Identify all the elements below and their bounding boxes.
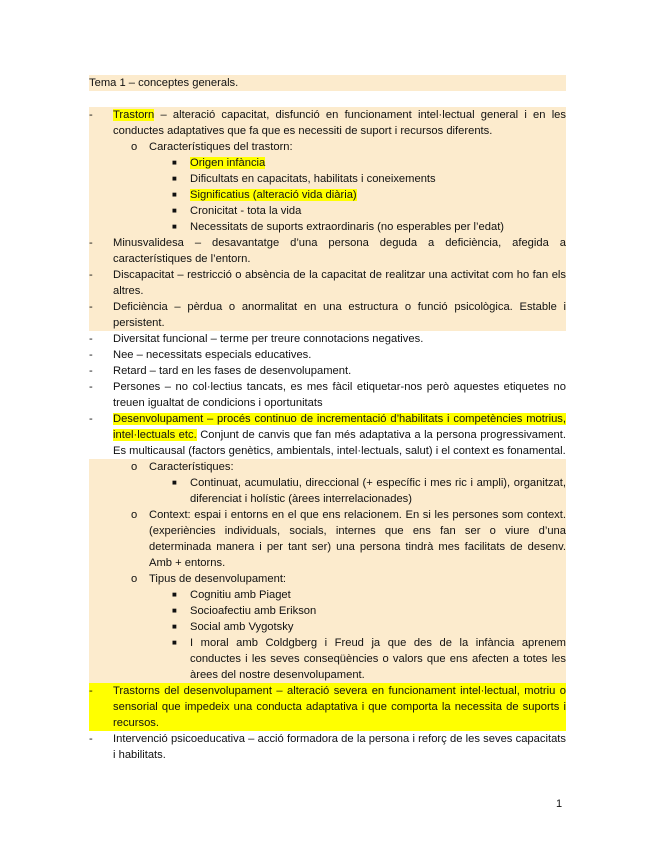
list-item-deficiencia: - Deficiència – pèrdua o anormalitat en una estructura o funció psicològica. Estable i persistent. — [89, 301, 566, 329]
def-trastorn: – alteració capacitat, disfunció en funcionament intel·lectual general i en les conductes adaptatives que fa que es necessiti de suport i recursos diferents. — [113, 109, 566, 137]
list-item: ■ Origen infància — [172, 157, 266, 169]
list-item: ■ Dificultats en capacitats, habilitats i coneixements — [172, 173, 436, 185]
dash-marker: - — [89, 413, 93, 425]
list-item-persones: - Persones – no col·lectius tancats, es mes fàcil etiquetar-nos però aquestes etiquetes no treuen igualtat de condicions i oportunitats — [89, 381, 566, 409]
list-item-trastorns-desenvolupament: - Trastorns del desenvolupament – alteració severa en funcionament intel·lectual, motriu o sensorial que impedeix una conducta adaptativa i que comporta la necessita de suports i recursos. — [89, 685, 566, 729]
square-bullet-icon: ■ — [172, 606, 177, 615]
square-bullet-icon: ■ — [172, 478, 177, 487]
list-item-trastorn — [89, 107, 566, 139]
section-desenvolupament-details — [89, 459, 566, 683]
list-item-diversitat: - Diversitat funcional – terme per treure connotacions negatives. — [89, 333, 424, 345]
list-item: ■ I moral amb Coldgberg i Freud ja que des de la infància aprenem conductes i les seves conseqüències o valors que ens afecten a totes les àrees del nostre desenvolupament. — [172, 637, 566, 681]
list-item: ■ Cronicitat - tota la vida — [172, 205, 302, 217]
section-trastorn — [89, 107, 566, 235]
circle-marker: o — [131, 573, 138, 585]
circle-marker: o — [131, 509, 138, 521]
list-item-context: o Context: espai i entorns en el que ens relacionem. En si les persones som context. (experiències individuals, socials, internes que ens fan ser o viure d’una determinada manera i per tant ser) una persona tindrà mes facilitats de desenv. Amb + entorns. — [131, 509, 566, 569]
square-bullet-icon: ■ — [172, 222, 177, 231]
list-item-discapacitat: - Discapacitat – restricció o absència de la capacitat de realitzar una activitat com ho fan els altres. — [89, 269, 566, 297]
sublist-label: o Tipus de desenvolupament: — [131, 573, 287, 585]
list-item: ■ Continuat, acumulatiu, direccional (+ específic i mes ric i ampli), organitzat, diferenciat i holístic (àrees interrelacionades) — [172, 477, 566, 505]
square-bullet-icon: ■ — [172, 190, 177, 199]
list-item-minusvalidesa: - Minusvalidesa – desavantatge d’una persona deguda a deficiència, afegida a característiques de l’entorn. — [89, 237, 566, 265]
dash-marker: - — [89, 333, 93, 345]
dash-marker: - — [89, 685, 93, 697]
list-item: ■ Necessitats de suports extraordinaris (no esperables per l’edat) — [172, 221, 505, 233]
circle-marker: o — [131, 141, 138, 153]
square-bullet-icon: ■ — [172, 158, 177, 167]
square-bullet-icon: ■ — [172, 206, 177, 215]
circle-marker: o — [131, 461, 138, 473]
list-item-desenvolupament: - Desenvolupament – procés continuo de incrementació d’habilitats i competències motrius, intel·lectuals etc. Conjunt de canvis que fan més adaptativa a la persona progressivament. Es multicausal (factors genètics, ambientals, intel·lectuals, salut) i el context es fonamental. — [89, 413, 566, 457]
square-bullet-icon: ■ — [172, 622, 177, 631]
square-bullet-icon: ■ — [172, 590, 177, 599]
dash-marker: - — [89, 109, 93, 121]
dash-marker: - — [89, 269, 93, 281]
document-body — [89, 75, 566, 763]
term-trastorn: Trastorn — [113, 109, 155, 121]
list-item: ■ Cognitiu amb Piaget — [172, 589, 291, 601]
dash-marker: - — [89, 237, 93, 249]
list-item-retard: - Retard – tard en les fases de desenvolupament. — [89, 365, 352, 377]
square-bullet-icon: ■ — [172, 638, 177, 647]
page-title: Tema 1 – conceptes generals. — [89, 75, 566, 91]
dash-marker: - — [89, 381, 93, 393]
sublist-label: o Característiques del trastorn: — [131, 141, 293, 153]
dash-marker: - — [89, 365, 93, 377]
list-item: ■ Social amb Vygotsky — [172, 621, 294, 633]
list-item-nee: - Nee – necessitats especials educatives. — [89, 349, 312, 361]
square-bullet-icon: ■ — [172, 174, 177, 183]
dash-marker: - — [89, 301, 93, 313]
dash-marker: - — [89, 349, 93, 361]
list-item: ■ Socioafectiu amb Erikson — [172, 605, 317, 617]
page-number: 1 — [556, 798, 563, 810]
dash-marker: - — [89, 733, 93, 745]
list-item: ■ Significatius (alteració vida diària) — [172, 189, 357, 201]
spacer — [89, 91, 566, 107]
sublist-label: o Característiques: — [131, 461, 234, 473]
list-item-intervencio: - Intervenció psicoeducativa – acció formadora de la persona i reforç de les seves capacitats i habilitats. — [89, 733, 566, 761]
